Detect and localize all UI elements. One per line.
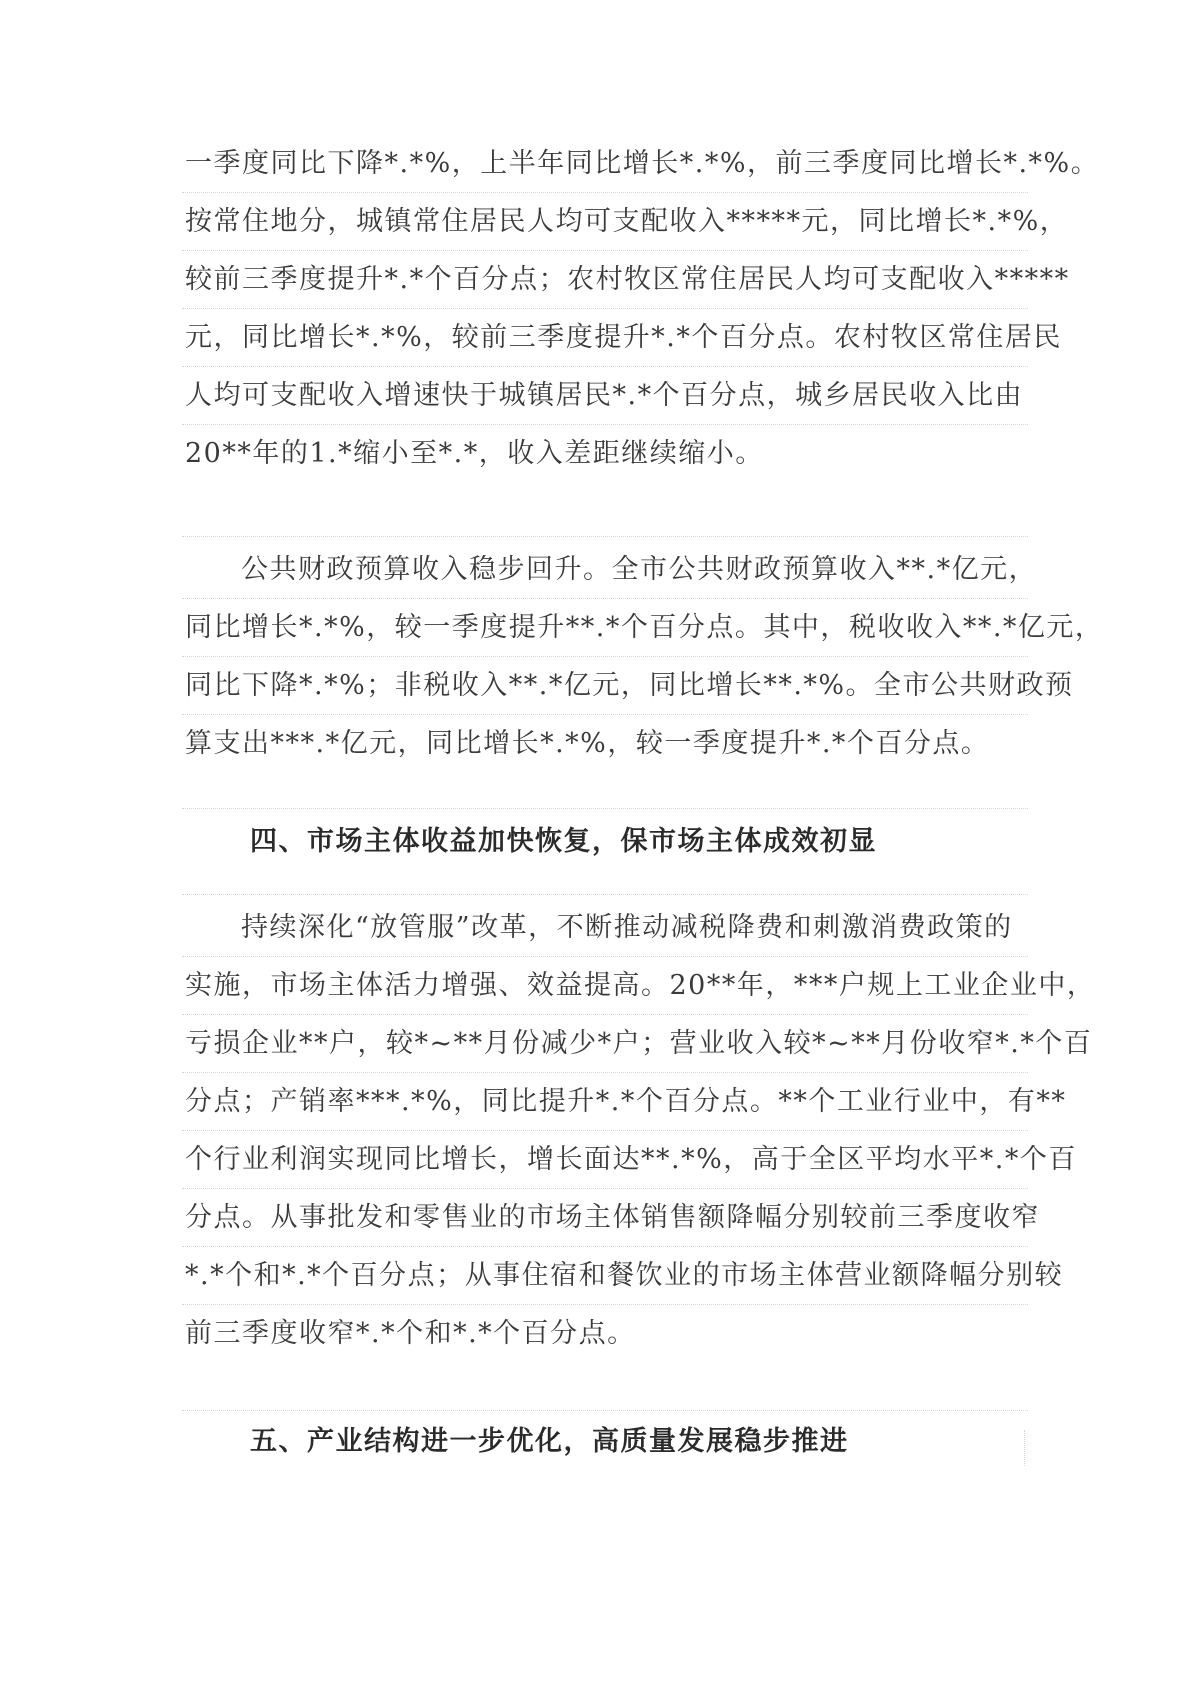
paragraph-line: 公共财政预算收入稳步回升。全市公共财政预算收入**.*亿元， <box>241 554 1038 585</box>
line-rule <box>182 1014 1028 1015</box>
line-rule <box>182 250 1028 251</box>
line-rule <box>182 366 1028 367</box>
line-rule <box>182 598 1028 599</box>
line-rule <box>182 1246 1028 1247</box>
line-rule <box>182 1130 1028 1131</box>
paragraph-line: 实施，市场主体活力增强、效益提高。20**年，***户规上工业企业中， <box>185 970 1096 1001</box>
line-rule <box>182 308 1028 309</box>
paragraph-line: 分点；产销率***.*%，同比提升*.*个百分点。**个工业行业中，有** <box>185 1086 1067 1117</box>
line-rule <box>182 1410 1028 1411</box>
paragraph-line: 算支出***.*亿元，同比增长*.*%，较一季度提升*.*个百分点。 <box>185 728 990 759</box>
section-heading: 四、市场主体收益加快恢复，保市场主体成效初显 <box>250 826 877 857</box>
paragraph-line: 前三季度收窄*.*个和*.*个百分点。 <box>185 1318 636 1349</box>
paragraph-line: *.*个和*.*个百分点；从事住宿和餐饮业的市场主体营业额降幅分别较 <box>185 1260 1064 1291</box>
line-rule <box>182 1072 1028 1073</box>
line-rule <box>182 714 1028 715</box>
paragraph-line: 20**年的1.*缩小至*.*，收入差距继续缩小。 <box>185 438 764 469</box>
paragraph-line: 亏损企业**户，较*~**月份减少*户；营业收入较*~**月份收窄*.*个百 <box>185 1028 1093 1059</box>
paragraph-line: 元，同比增长*.*%，较前三季度提升*.*个百分点。农村牧区常住居民 <box>185 322 1062 353</box>
paragraph-line: 按常住地分，城镇常住居民人均可支配收入*****元，同比增长*.*%， <box>185 206 1069 237</box>
paragraph-line: 人均可支配收入增速快于城镇居民*.*个百分点，城乡居民收入比由 <box>185 380 1024 411</box>
line-rule <box>182 192 1028 193</box>
line-rule <box>182 656 1028 657</box>
paragraph-line: 一季度同比下降*.*%，上半年同比增长*.*%，前三季度同比增长*.*%。 <box>185 148 1100 179</box>
paragraph-line: 持续深化“放管服”改革，不断推动减税降费和刺激消费政策的 <box>241 912 1013 943</box>
paragraph-line: 较前三季度提升*.*个百分点；农村牧区常住居民人均可支配收入***** <box>185 264 1070 295</box>
margin-rule <box>1024 1430 1025 1466</box>
line-rule <box>182 1188 1028 1189</box>
section-heading: 五、产业结构进一步优化，高质量发展稳步推进 <box>250 1426 849 1457</box>
line-rule <box>182 808 1028 809</box>
paragraph-line: 同比增长*.*%，较一季度提升**.*个百分点。其中，税收收入**.*亿元， <box>185 612 1104 643</box>
line-rule <box>182 536 1028 537</box>
line-rule <box>182 424 1028 425</box>
line-rule <box>182 956 1028 957</box>
paragraph-line: 分点。从事批发和零售业的市场主体销售额降幅分别较前三季度收窄 <box>185 1202 1040 1233</box>
paragraph-line: 个行业利润实现同比增长，增长面达**.*%，高于全区平均水平*.*个百 <box>185 1144 1077 1175</box>
line-rule <box>182 894 1028 895</box>
paragraph-line: 同比下降*.*%；非税收入**.*亿元，同比增长**.*%。全市公共财政预 <box>185 670 1074 701</box>
line-rule <box>182 1304 1028 1305</box>
